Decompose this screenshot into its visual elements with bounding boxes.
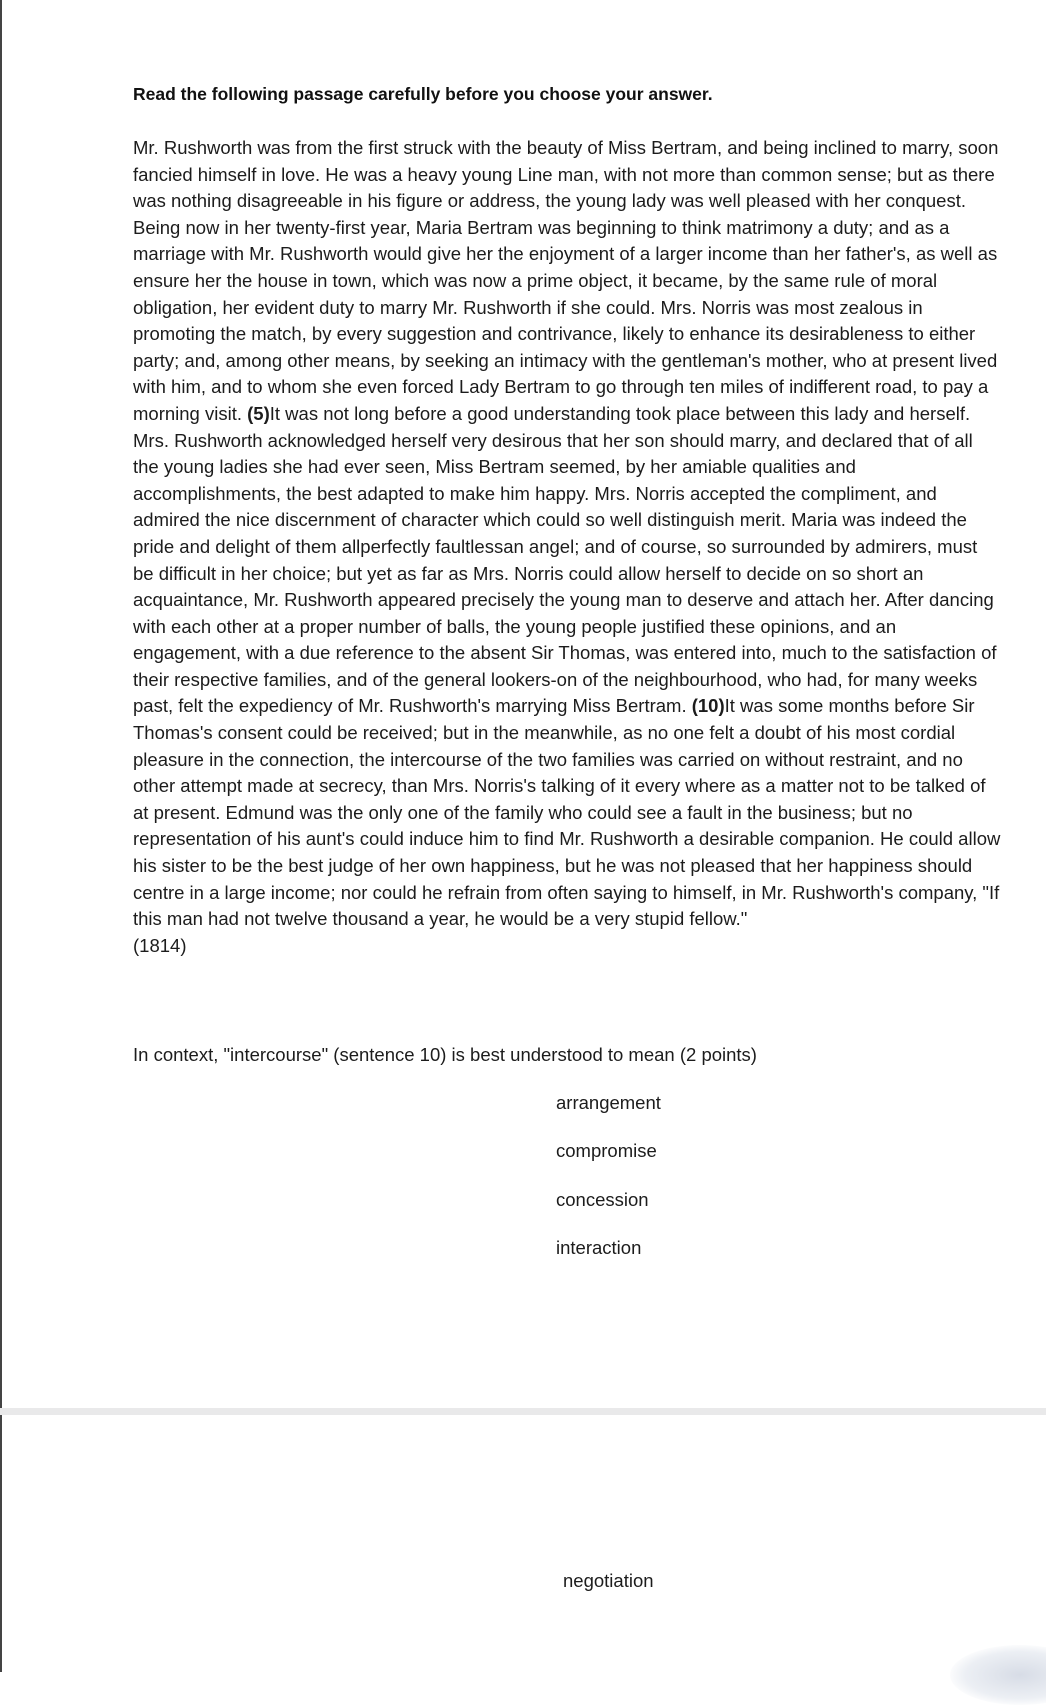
- answer-options: [556, 1092, 661, 1285]
- passage-segment-2: It was not long before a good understanding took place between this lady and herself. Mrs. Rushworth acknowledged herself very desirous that her son should marry, and declared that of all the young ladies she had ever seen, Miss Bertram seemed, by her amiable qualities and accomplishments, the best adapted to make him happy. Mrs. Norris accepted the compliment, and admired the nice discernment of character which could so well distinguish merit. Maria was indeed the pride and delight of them allperfectly faultlessan angel; and of course, so surrounded by admirers, must be difficult in her choice; but yet as far as Mrs. Norris could allow herself to decide on so short an acquaintance, Mr. Rushworth appeared precisely the young man to deserve and attach her. After dancing with each other at a proper number of balls, the young people justified these opinions, and an engagement, with a due reference to the absent Sir Thomas, was entered into, much to the satisfaction of their respective families, and of the general lookers-on of the neighbourhood, who had, for many weeks past, felt the expediency of Mr. Rushworth's marrying Miss Bertram.: [133, 402, 997, 717]
- answer-option-compromise[interactable]: compromise: [556, 1140, 657, 1162]
- sentence-marker-10: (10): [691, 695, 725, 717]
- answer-option-interaction[interactable]: interaction: [556, 1236, 642, 1258]
- passage-text: [133, 135, 1001, 959]
- instructions-heading: Read the following passage carefully before you choose your answer.: [133, 84, 713, 104]
- page-left-border: [0, 0, 2, 1672]
- sentence-marker-5: (5): [247, 402, 270, 424]
- corner-shadow: [950, 1645, 1046, 1705]
- answer-option-negotiation[interactable]: negotiation: [563, 1570, 654, 1591]
- section-divider: [0, 1408, 1046, 1415]
- question-prompt: In context, "intercourse" (sentence 10) is best understood to mean (2 points): [133, 1044, 757, 1065]
- answer-option-arrangement[interactable]: arrangement: [556, 1092, 661, 1113]
- passage-segment-3: It was some months before Sir Thomas's consent could be received; but in the meanwhile, as no one felt a doubt of his most cordial pleasure in the connection, the intercourse of the two families was carried on without restraint, and no other attempt made at secrecy, than Mrs. Norris's talking of it every where as a matter not to be talked of at present. Edmund was the only one of the family who could see a fault in the business; but no representation of his aunt's could induce him to find Mr. Rushworth a desirable companion. He could allow his sister to be the best judge of her own happiness, but he was not pleased that her happiness should centre in a large income; nor could he refrain from often saying to himself, in Mr. Rushworth's company, "If this man had not twelve thousand a year, he would be a very stupid fellow.": [133, 695, 1001, 930]
- passage-segment-1: Mr. Rushworth was from the first struck with the beauty of Miss Bertram, and being inclined to marry, soon fancied himself in love. He was a heavy young Line man, with not more than common sense; but as there was nothing disagreeable in his figure or address, the young lady was well pleased with her conquest. Being now in her twenty-first year, Maria Bertram was beginning to think matrimony a duty; and as a marriage with Mr. Rushworth would give her the enjoyment of a larger income than her father's, as well as ensure her the house in town, which was now a prime object, it became, by the same rule of moral obligation, her evident duty to marry Mr. Rushworth if she could. Mrs. Norris was most zealous in promoting the match, by every suggestion and contrivance, likely to enhance its desirableness to either party; and, among other means, by seeking an intimacy with the gentleman's mother, who at present lived with him, and to whom she even forced Lady Bertram to go through ten miles of indifferent road, to pay a morning visit.: [133, 137, 999, 424]
- passage-year: (1814): [133, 934, 187, 956]
- answer-option-concession[interactable]: concession: [556, 1188, 649, 1210]
